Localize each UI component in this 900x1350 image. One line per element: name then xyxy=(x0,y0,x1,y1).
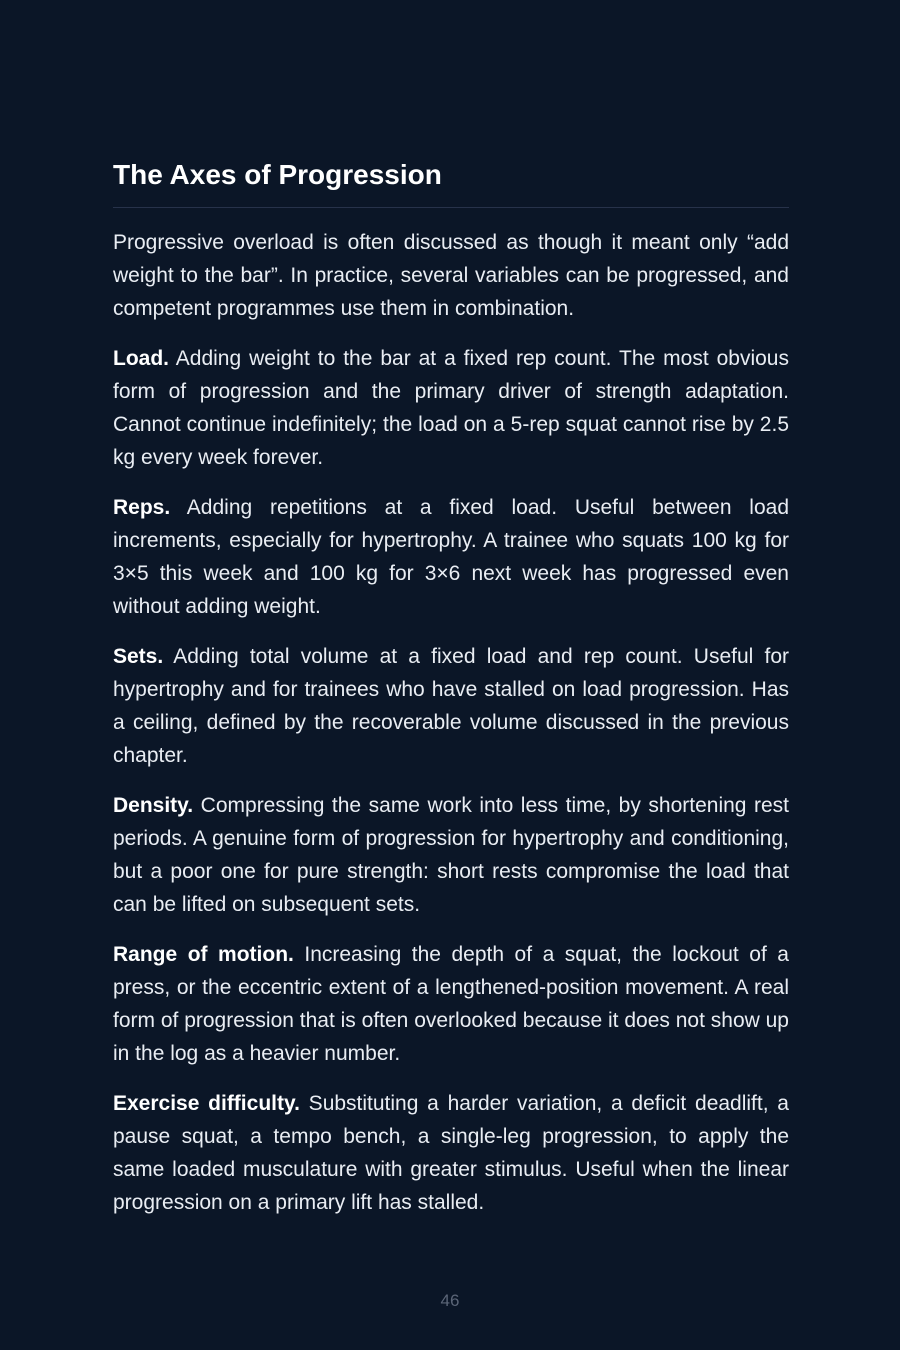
paragraph-reps xyxy=(113,491,789,623)
paragraph-reps-text: Adding repetitions at a fixed load. Useful between load increments, especially for hypertrophy. A trainee who squats 100 kg for 3×5 this week and 100 kg for 3×6 next week has progressed even without adding weight. xyxy=(113,496,789,618)
paragraph-load-text: Adding weight to the bar at a fixed rep count. The most obvious form of progression and the primary driver of strength adaptation. Cannot continue indefinitely; the load on a 5-rep squat cannot rise by 2.5 kg every week forever. xyxy=(113,347,789,469)
paragraph-range-of-motion xyxy=(113,938,789,1070)
term-sets: Sets. xyxy=(113,645,164,668)
term-load: Load. xyxy=(113,347,169,370)
paragraph-sets xyxy=(113,640,789,772)
paragraph-density xyxy=(113,789,789,921)
term-range-of-motion: Range of motion. xyxy=(113,943,294,966)
paragraph-exercise-difficulty xyxy=(113,1087,789,1219)
section-heading: The Axes of Progression xyxy=(113,155,789,208)
term-exercise-difficulty: Exercise difficulty. xyxy=(113,1092,300,1115)
page-number: 46 xyxy=(440,1291,460,1310)
term-density: Density. xyxy=(113,794,194,817)
paragraph-range-of-motion-text: Increasing the depth of a squat, the lockout of a press, or the eccentric extent of a lengthened-position movement. A real form of progression that is often overlooked because it does not show up in the log as a heavier number. xyxy=(113,943,789,1065)
intro-paragraph: Progressive overload is often discussed as though it meant only “add weight to the bar”. In practice, several variables can be progressed, and competent programmes use them in combination. xyxy=(113,231,789,320)
paragraph-density-text: Compressing the same work into less time, by shortening rest periods. A genuine form of progression for hypertrophy and conditioning, but a poor one for pure strength: short rests compromise the load that can be lifted on subsequent sets. xyxy=(113,794,789,916)
paragraph-sets-text: Adding total volume at a fixed load and rep count. Useful for hypertrophy and for trainees who have stalled on load progression. Has a ceiling, defined by the recoverable volume discussed in the previous chapter. xyxy=(113,645,789,767)
paragraph-exercise-difficulty-text: Substituting a harder variation, a deficit deadlift, a pause squat, a tempo bench, a single-leg progression, to apply the same loaded musculature with greater stimulus. Useful when the linear progression on a primary lift has stalled. xyxy=(113,1092,789,1214)
page-content xyxy=(113,155,789,1219)
term-reps: Reps. xyxy=(113,496,171,519)
paragraph-load xyxy=(113,342,789,474)
